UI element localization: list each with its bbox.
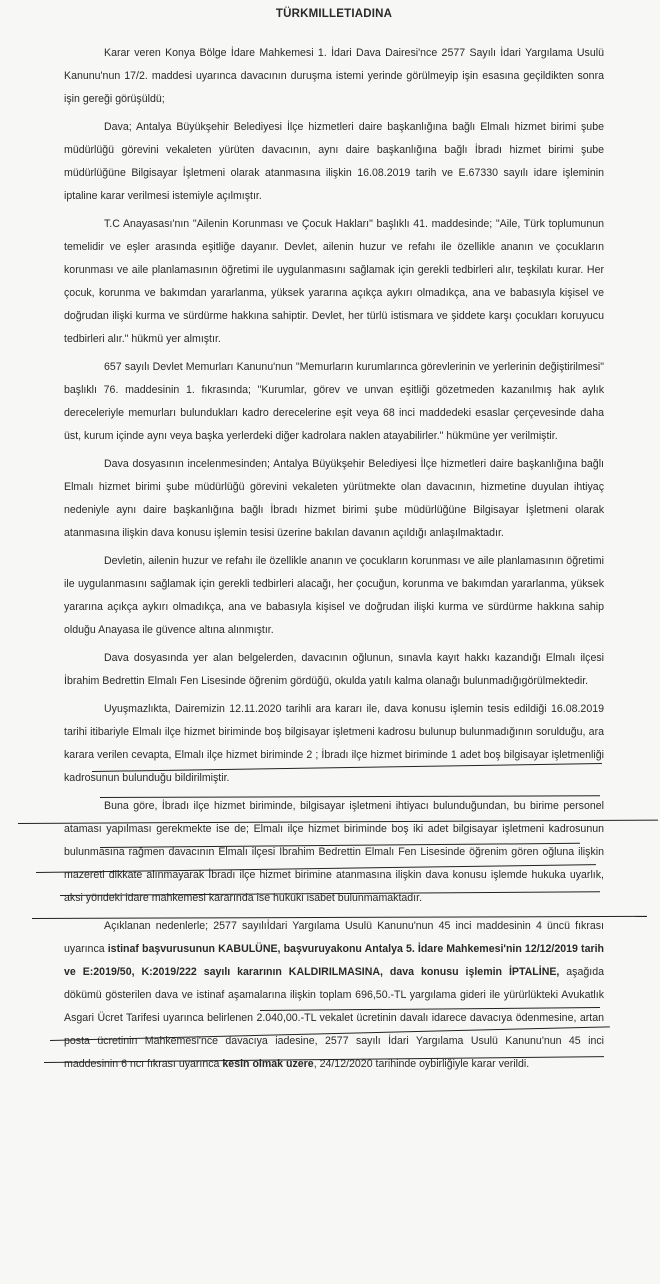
text-run: Buna göre, İbradı ilçe hizmet biriminde, bilgisayar işletmeni ihtiyacı bulunduğundan, bu birime personel ataması yapılması gerekmekte ise de; Elmalı ilçe hizmet biriminde boş iki adet bilgisayar işletmeni kadrosunun bulunmasına rağmen davacının Elmalı ilçesi İbrahim Bedrettin Elmalı Fen Lisesinde öğrenim gören oğluna ilişkin mazereti dikkate alınmayarak İbradı ilçe hizmet birimine atanmasına ilişkin dava konusu işlemde hukuka uyarlık, aksi yöndeki idare mahkemesi kararında ise hukuki isabet bulunmamaktadır. bbox=[64, 800, 604, 904]
paragraph bbox=[64, 356, 604, 448]
paragraph bbox=[64, 453, 604, 545]
text-run: Dava dosyasının incelenmesinden; Antalya Büyükşehir Belediyesi İlçe hizmetleri daire başkanlığına bağlı Elmalı hizmet birimi şube müdürlüğü görevini vekaleten yürütmekte olan davacının, hizmetine duyulan ihtiyaç nedeniyle aynı daire başkanlığına bağlı İbradı hizmet birimi şube müdürlüğüne Bilgisayar İşletmeni olarak atanmasına ilişkin dava konusu işlemin tesisi üzerine bakılan davanın açıldığı anlaşılmaktadır. bbox=[64, 458, 604, 539]
text-run: 657 sayılı Devlet Memurları Kanunu'nun "Memurların kurumlarınca görevlerinin ve yerlerinin değiştirilmesi" başlıklı 76. maddesinin 1. fıkrasında; "Kurumlar, görev ve unvan eşitliği gözetmeden kazanılmış hak aylık dereceleriyle memurları bulundukları kadro derecelerine eşit veya 68 inci maddedeki esaslar çerçevesinde daha üst, kurum içinde aynı veya başka yerlerdeki diğer kadrolara naklen atayabilirler." hükmüne yer verilmiştir. bbox=[64, 361, 604, 442]
text-run: Karar veren Konya Bölge İdare Mahkemesi 1. İdari Dava Dairesi'nce 2577 Sayılı İdari Yargılama Usulü Kanunu'nun 17/2. maddesi uyarınca davacının duruşma istemi yerinde görülmeyip işin esasına geçildikten sonra işin gereği görüşüldü; bbox=[64, 47, 604, 105]
text-run: Dava dosyasında yer alan belgelerden, davacının oğlunun, sınavla kayıt hakkı kazandığı Elmalı ilçesi İbrahim Bedrettin Elmalı Fen Lisesinde öğrenim gördüğü, okulda yatılı kalma olanağı bulunmadığıgörülmektedir. bbox=[64, 652, 604, 687]
text-run: , 24/12/2020 tarihinde oybirliğiyle karar verildi. bbox=[313, 1058, 530, 1070]
paragraph bbox=[64, 550, 604, 642]
paragraph bbox=[64, 698, 604, 790]
document-body bbox=[64, 42, 604, 1076]
bold-text: kesin olmak üzere bbox=[222, 1058, 314, 1070]
text-run: Uyuşmazlıkta, Dairemizin 12.11.2020 tarihli ara kararı ile, dava konusu işlemin tesis edildiği 16.08.2019 tarihi itibariyle Elmalı ilçe hizmet biriminde boş bilgisayar işletmeni kadrosu bulunup bulunmadığının sorulduğu, ara karara verilen cevapta, Elmalı ilçe hizmet biriminde 2 ; İbradı ilçe hizmet biriminde 1 adet boş bilgisayar işletmenliği kadrosunun bulunduğu bildirilmiştir. bbox=[64, 703, 604, 784]
text-run: aşağıda dökümü gösterilen dava ve istinaf aşamalarına ilişkin toplam 696,50.-TL yargılama gideri ile yürürlükteki Avukatlık Asgari Ücret Tarifesi uyarınca belirlenen 2.040,00.-TL vekalet ücretinin davalı idarece davacıya ödenmesine, artan posta ücretinin Mahkemesi'nce davacıya iadesine, 2577 sayılı İdari Yargılama Usulü Kanunu'nun 45 inci maddesinin 6 ncı fıkrası uyarınca bbox=[64, 966, 604, 1070]
paragraph bbox=[64, 647, 604, 693]
document-title: TÜRKMILLETIADINA bbox=[275, 8, 393, 20]
bold-text: istinaf başvurusunun KABULÜNE, başvuruyakonu Antalya 5. İdare Mahkemesi'nin 12/12/2019 tarih ve E:2019/50, K:2019/222 sayılı kararının KALDIRILMASINA, dava konusu işlemin İPTALİNE, bbox=[64, 943, 604, 978]
paragraph bbox=[64, 915, 604, 1076]
paragraph bbox=[64, 213, 604, 351]
text-run: Dava; Antalya Büyükşehir Belediyesi İlçe hizmetleri daire başkanlığına bağlı Elmalı hizmet birimi şube müdürlüğü görevini vekaleten yürüten davacının, aynı daire başkanlığına bağlı İbradı hizmet birimi şube müdürlüğüne Bilgisayar İşletmeni olarak atanmasına ilişkin 16.08.2019 tarih ve E.67330 sayılı idare işleminin iptaline karar verilmesi istemiyle açılmıştır. bbox=[64, 121, 604, 202]
paragraph bbox=[64, 116, 604, 208]
paragraph bbox=[64, 42, 604, 111]
text-run: T.C Anayasası'nın "Ailenin Korunması ve Çocuk Hakları" başlıklı 41. maddesinde; "Aile, Türk toplumunun temelidir ve eşler arasında eşitliğe dayanır. Devlet, ailenin huzur ve refahı ile özellikle ananın ve çocukların korunması ve aile planlamasının öğretimi ile uygulanmasını sağlamak için gerekli tedbirleri alır, teşkilatı kurar. Her çocuk, korunma ve bakımdan yararlanma, yüksek yararına açıkça aykırı olmadıkça, ana ve babasıyla kişisel ve doğrudan ilişki kurma ve sürdürme hakkına sahiptir. Devlet, her türlü istismara ve şiddete karşı çocukları koruyucu tedbirleri alır." hükmü yer almıştır. bbox=[64, 218, 604, 345]
text-run: Devletin, ailenin huzur ve refahı ile özellikle ananın ve çocukların korunması ve aile planlamasının öğretimi ile uygulanmasını sağlamak için gerekli tedbirleri alacağı, her çocuğun, korunma ve bakımdan yararlanma, yüksek yararına açıkça aykırı olmadıkça, ana ve babasıyla kişisel ve doğrudan ilişki kurma ve sürdürme hakkına sahip olduğu Anayasa ile güvence altına alınmıştır. bbox=[64, 555, 604, 636]
text-run: Açıklanan nedenlerle; 2577 sayılıİdari Yargılama Usulü Kanunu'nun 45 inci maddesinin 4 üncü fıkrası uyarınca bbox=[64, 920, 604, 955]
